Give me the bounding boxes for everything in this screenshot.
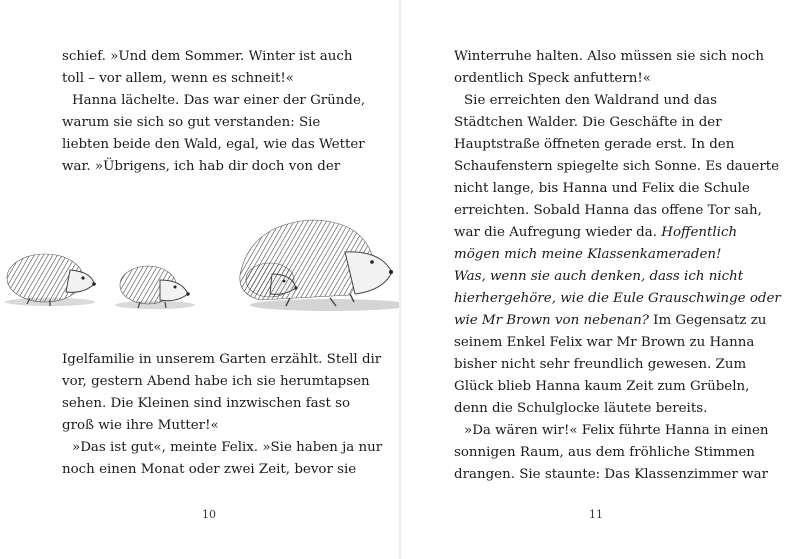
- text-line: Was, wenn sie auch denken, dass ich nicht: [454, 269, 744, 284]
- left-page-top-text: [62, 46, 366, 178]
- text-line: Hanna lächelte. Das war einer der Gründe,: [72, 93, 366, 108]
- text-line: mögen mich meine Klassenkameraden!: [454, 247, 722, 262]
- text-segment: war die Aufregung wieder da.: [454, 225, 657, 240]
- text-line: toll – vor allem, wenn es schneit!«: [62, 71, 294, 86]
- page-number-left: 10: [202, 508, 216, 521]
- text-line: seinem Enkel Felix war Mr Brown zu Hanna: [454, 335, 755, 350]
- text-line: Schaufenstern spiegelte sich Sonne. Es dauerte: [454, 159, 780, 174]
- text-line: [454, 222, 754, 244]
- text-line: groß wie ihre Mutter!«: [62, 418, 219, 433]
- text-line: bisher nicht sehr freundlich gewesen. Zum: [454, 357, 747, 372]
- text-line: »Da wären wir!« Felix führte Hanna in einen: [464, 423, 769, 438]
- text-line: Winterruhe halten. Also müssen sie sich noch: [454, 49, 764, 64]
- text-line: liebten beide den Wald, egal, wie das Wetter: [62, 137, 365, 152]
- left-page-bottom-text: [62, 349, 383, 481]
- text-line: noch einen Monat oder zwei Zeit, bevor sie: [62, 462, 357, 477]
- text-line: nicht lange, bis Hanna und Felix die Schule: [454, 181, 750, 196]
- right-page: [400, 0, 800, 559]
- text-line: denn die Schulglocke läutete bereits.: [454, 401, 708, 416]
- text-line: Städtchen Walder. Die Geschäfte in der: [454, 115, 722, 130]
- text-line: drangen. Sie staunte: Das Klassenzimmer war: [454, 467, 768, 482]
- text-line: »Das ist gut«, meinte Felix. »Sie haben ja nur: [72, 440, 383, 455]
- text-line: vor, gestern Abend habe ich sie herumtapsen: [62, 374, 370, 389]
- hedgehog-family-illustration: [0, 210, 400, 330]
- text-line: schief. »Und dem Sommer. Winter ist auch: [62, 49, 353, 64]
- text-line: Hauptstraße öffneten gerade erst. In den: [454, 137, 735, 152]
- text-line: warum sie sich so gut verstanden: Sie: [62, 115, 321, 130]
- text-line: erreichten. Sobald Hanna das offene Tor sah,: [454, 203, 762, 218]
- text-line: Igelfamilie in unserem Garten erzählt. Stell dir: [62, 352, 382, 367]
- text-line: ordentlich Speck anfuttern!«: [454, 71, 651, 86]
- italic-segment: Hoffentlich: [661, 225, 738, 240]
- text-line: sehen. Die Kleinen sind inzwischen fast so: [62, 396, 351, 411]
- text-line: war. »Übrigens, ich hab dir doch von der: [62, 159, 341, 174]
- page-number-right: 11: [589, 508, 603, 521]
- hedgehog-mother: [240, 220, 393, 306]
- hedgehog-small-middle: [120, 266, 190, 308]
- hedgehog-small-left: [7, 254, 96, 306]
- text-line: sonnigen Raum, aus dem fröhliche Stimmen: [454, 445, 755, 460]
- text-line: Sie erreichten den Waldrand und das: [464, 93, 718, 108]
- italic-segment: wie Mr Brown von nebenan?: [454, 313, 649, 328]
- right-page-text: [454, 46, 781, 486]
- text-line: [454, 310, 767, 332]
- text-segment: Im Gegensatz zu: [653, 313, 767, 328]
- text-line: Glück blieb Hanna kaum Zeit zum Grübeln,: [454, 379, 750, 394]
- text-line: hierhergehöre, wie die Eule Grauschwinge oder: [454, 291, 781, 306]
